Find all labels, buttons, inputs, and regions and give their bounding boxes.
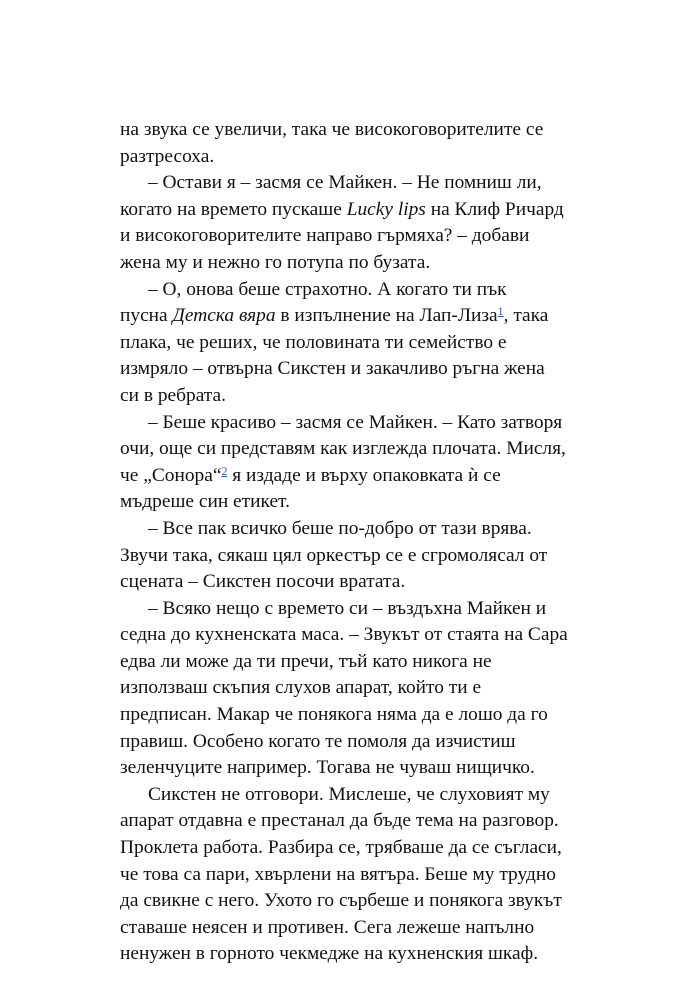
text-line	[120, 197, 590, 224]
text-segment: я издаде и върху опаковката ѝ се	[227, 464, 501, 486]
text-segment: , така	[503, 305, 549, 327]
text-line	[120, 410, 590, 437]
text-segment: на Клиф Ричард	[425, 198, 564, 220]
text-segment: когато на времето пускаше	[120, 198, 347, 220]
text-line	[120, 808, 590, 835]
text-line	[120, 117, 590, 144]
text-segment: – Все пак всичко беше по-добро от тази врява.	[148, 517, 532, 539]
text-segment: в изпълнение на Лап-Лиза	[275, 305, 498, 327]
text-segment: – О, онова беше страхотно. А когато ти пък	[148, 278, 507, 300]
text-segment: ставаше неясен и противен. Сега лежеше напълно	[120, 916, 535, 938]
text-segment: че „Сонора“	[120, 464, 222, 486]
text-segment: че това са пари, хвърлени на вятъра. Беше му трудно	[120, 863, 556, 885]
text-segment: правиш. Особено когато те помоля да изчистиш	[120, 730, 516, 752]
text-line	[120, 941, 590, 968]
text-line	[120, 516, 590, 543]
text-segment: – Остави я – засмя се Майкен. – Не помниш ли,	[148, 172, 542, 194]
text-line	[120, 915, 590, 942]
text-line	[120, 729, 590, 756]
text-line	[120, 330, 590, 357]
text-line	[120, 755, 590, 782]
text-segment: измряло – отвърна Сикстен и закачливо ръгна жена	[120, 358, 545, 380]
text-segment: да свикне с него. Ухото го сърбеше и понякога звукът	[120, 890, 562, 912]
text-line	[120, 835, 590, 862]
text-segment: Проклета работа. Разбира се, трябваше да се съгласи,	[120, 837, 562, 859]
text-segment: си в ребрата.	[120, 384, 226, 406]
text-line	[120, 489, 590, 516]
text-segment: плака, че реших, че половината ти семейство е	[120, 331, 507, 353]
text-line	[120, 596, 590, 623]
text-segment: – Всяко нещо с времето си – въздъхна Майкен и	[148, 597, 547, 619]
text-segment: апарат отдавна е престанал да бъде тема на разговор.	[120, 810, 559, 832]
text-segment: зеленчуците например. Тогава не чуваш нищичко.	[120, 757, 535, 779]
text-line	[120, 436, 590, 463]
text-segment: мъдреше син етикет.	[120, 491, 290, 513]
text-segment: и високоговорителите направо гърмяха? – добави	[120, 225, 530, 247]
text-segment: на звука се увеличи, така че високоговорителите се	[120, 119, 544, 140]
text-line	[120, 543, 590, 570]
text-segment: предписан. Макар че понякога няма да е лошо да го	[120, 704, 548, 726]
footnote-link[interactable]: 1	[497, 304, 504, 319]
text-line	[120, 383, 590, 410]
text-segment: разтресоха.	[120, 145, 215, 167]
text-line	[120, 463, 590, 490]
italic-title: Детска вяра	[172, 305, 276, 327]
text-segment: едва ли може да ти пречи, тъй като никога не	[120, 650, 492, 672]
text-segment: сцената – Сикстен посочи вратата.	[120, 571, 406, 593]
text-line	[120, 250, 590, 277]
text-segment: седна до кухненската маса. – Звукът от стаята на Сара	[120, 624, 568, 646]
text-segment: Звучи така, сякаш цял оркестър се е сгромолясал от	[120, 544, 548, 566]
text-line	[120, 862, 590, 889]
text-segment: Сикстен не отговори. Мислеше, че слуховият му	[148, 783, 550, 805]
body-text	[120, 117, 590, 968]
text-segment: очи, още си представям как изглежда плочата. Мисля,	[120, 438, 566, 460]
text-line	[120, 356, 590, 383]
text-segment: пусна	[120, 305, 173, 327]
text-line	[120, 622, 590, 649]
text-line	[120, 223, 590, 250]
italic-title: Lucky lips	[346, 198, 426, 220]
text-line	[120, 277, 590, 304]
text-line	[120, 170, 590, 197]
text-line	[120, 303, 590, 330]
text-segment: използваш скъпия слухов апарат, който ти е	[120, 677, 482, 699]
text-line	[120, 702, 590, 729]
text-line	[120, 649, 590, 676]
text-line	[120, 569, 590, 596]
text-line	[120, 675, 590, 702]
text-segment: ненужен в горното чекмедже на кухненския шкаф.	[120, 943, 539, 965]
footnote-link[interactable]: 2	[221, 463, 228, 478]
text-segment: жена му и нежно го потупа по бузата.	[120, 251, 431, 273]
text-line	[120, 144, 590, 171]
text-line	[120, 782, 590, 809]
text-line	[120, 888, 590, 915]
text-segment: – Беше красиво – засмя се Майкен. – Като затворя	[148, 411, 563, 433]
